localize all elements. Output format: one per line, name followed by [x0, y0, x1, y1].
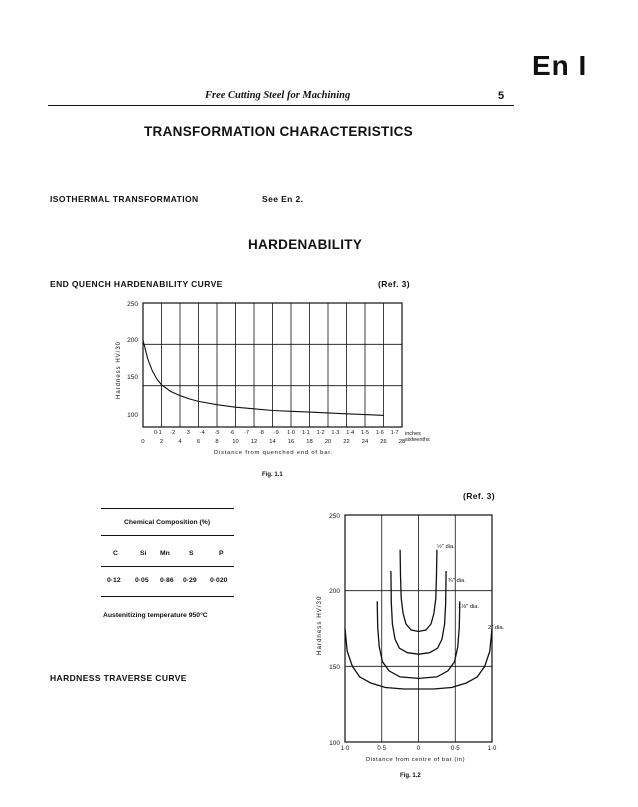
x-tick-label: 0·5 [450, 746, 460, 752]
table-header-c: C [113, 550, 118, 557]
hardness-traverse-label: HARDNESS TRAVERSE CURVE [50, 673, 187, 683]
page-number: 5 [498, 90, 505, 102]
x-tick-label: 28 [398, 439, 406, 445]
inch-tick-label: 1·7 [390, 430, 399, 436]
end-quench-label: END QUENCH HARDENABILITY CURVE [50, 279, 223, 289]
running-title: Free Cutting Steel for Machining [205, 90, 351, 101]
end-quench-ref: (Ref. 3) [378, 279, 411, 289]
table-header-rule [101, 566, 234, 567]
x-tick-label: 8 [215, 439, 219, 445]
inch-tick-label: ·7 [244, 430, 250, 436]
hardness-curve [143, 340, 384, 415]
inch-tick-label: ·3 [184, 430, 190, 436]
inch-tick-label: ·4 [199, 430, 205, 436]
inches-unit-label: inches [405, 431, 421, 437]
x-tick-label: 10 [232, 439, 239, 445]
inch-tick-label: 0·1 [153, 430, 162, 436]
x-tick-label: 1·0 [487, 746, 497, 752]
inch-tick-label: ·9 [273, 430, 279, 436]
x-tick-label: 4 [178, 439, 182, 445]
inch-tick-label: ·2 [170, 430, 176, 436]
composition-title: Chemical Composition (%) [124, 519, 211, 526]
inch-tick-labels [154, 430, 399, 436]
table-value-s: 0·29 [183, 577, 197, 584]
inch-tick-label: 1·2 [316, 430, 325, 436]
inch-tick-label: 1·3 [331, 430, 340, 436]
y-tick-label: 150 [127, 374, 138, 381]
grid-lines [345, 515, 492, 742]
table-bottom-rule [101, 596, 234, 597]
y-axis-label: Hardness HV/30 [316, 595, 323, 655]
isothermal-ref: See En 2. [262, 194, 304, 204]
x-tick-label: 0·5 [377, 746, 387, 752]
series-label-two-inch: 2" dia. [488, 625, 505, 631]
table-value-si: 0·05 [135, 577, 149, 584]
x-tick-label: 22 [343, 439, 350, 445]
y-tick-label: 100 [329, 740, 340, 747]
inch-tick-label: 1·5 [361, 430, 369, 436]
x-tick-label: 0 [416, 746, 421, 752]
table-value-mn: 0·86 [160, 577, 174, 584]
sixteenths-unit-label: sixteenths [405, 437, 430, 443]
table-header-s: S [189, 550, 194, 557]
y-axis-label: Hardness HV/30 [116, 340, 122, 399]
inch-tick-label: 1·4 [346, 430, 355, 436]
y-tick-label: 200 [329, 588, 340, 595]
transformation-heading: TRANSFORMATION CHARACTERISTICS [144, 124, 413, 139]
table-mid-rule [101, 535, 234, 536]
end-quench-chart [100, 296, 440, 486]
x-tick-label: 18 [306, 439, 313, 445]
table-value-c: 0·12 [107, 577, 121, 584]
austenitizing-note: Austenitizing temperature 950°C [103, 612, 208, 619]
inch-tick-label: 1·0 [287, 430, 295, 436]
y-tick-label: 200 [127, 337, 138, 344]
y-tick-label: 100 [127, 412, 138, 419]
x-tick-label: 1·0 [340, 746, 350, 752]
y-tick-label: 250 [127, 301, 138, 308]
series-label-three-quarter-inch: ¾" dia. [448, 578, 466, 584]
x-tick-label: 20 [324, 439, 332, 445]
grid-lines [143, 303, 402, 427]
table-header-si: Si [140, 550, 147, 557]
inch-tick-label: 1·1 [301, 430, 310, 436]
y-tick-labels [127, 301, 138, 419]
inch-tick-label: ·5 [214, 430, 220, 436]
inch-tick-label: 1·6 [375, 430, 384, 436]
x-tick-label: 12 [250, 439, 258, 445]
table-header-mn: Mn [160, 550, 170, 557]
x-tick-label: 24 [361, 439, 369, 445]
x-tick-label: 14 [269, 439, 276, 445]
inch-tick-label: ·6 [229, 430, 235, 436]
inch-tick-label: ·8 [258, 430, 264, 436]
isothermal-label: ISOTHERMAL TRANSFORMATION [50, 194, 199, 204]
y-tick-label: 150 [329, 664, 340, 671]
x-tick-label: 6 [196, 439, 201, 445]
table-value-p: 0·020 [210, 577, 228, 584]
x-tick-label: 16 [287, 439, 295, 445]
figure-caption: Fig. 1.2 [400, 773, 421, 779]
table-top-rule [101, 508, 234, 509]
y-tick-label: 250 [329, 513, 340, 520]
x-tick-label: 0 [141, 439, 145, 445]
x-axis-label: Distance from centre of bar (in) [366, 757, 466, 763]
table-header-p: P [219, 550, 224, 557]
x-tick-label: 2 [159, 439, 164, 445]
x-tick-labels [141, 439, 405, 445]
x-tick-labels [341, 746, 497, 752]
hardness-traverse-chart [300, 505, 525, 790]
figure-caption: Fig. 1.1 [262, 472, 283, 478]
x-axis-label: Distance from quenched end of bar. [214, 450, 334, 456]
series-label-one-eighth-inch: 1⅛" dia. [458, 604, 480, 610]
traverse-ref: (Ref. 3) [463, 491, 496, 501]
standard-code: En I [532, 50, 588, 81]
x-tick-label: 26 [380, 439, 387, 445]
hardenability-heading: HARDENABILITY [248, 237, 363, 252]
series-label-half-inch: ½" dia. [437, 544, 455, 550]
